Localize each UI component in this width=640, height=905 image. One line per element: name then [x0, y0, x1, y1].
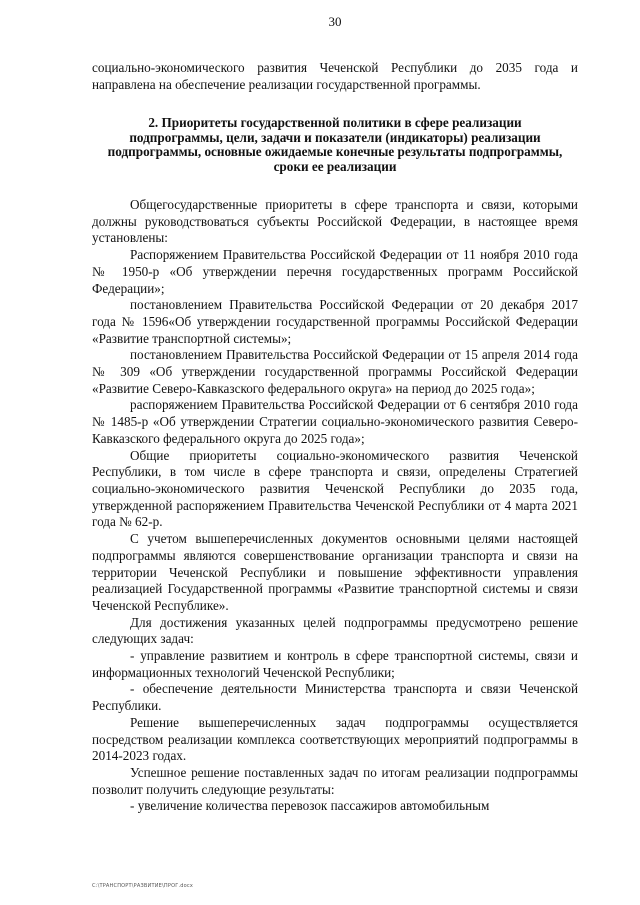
list-item-result-1: - увеличение количества перевозок пассажиров автомобильным	[130, 798, 490, 814]
page-number: 30	[328, 14, 342, 29]
paragraph-goals: С учетом вышеперечисленных документов основными целями настоящей подпрограммы являются совершенствование организации транспорта и связи на территории Чеченской Республики и повышение эффективности управления реализацией Государственной программы «Развитие транспортной системы и связи Чеченской Республике».	[92, 531, 578, 613]
section-heading: 2. Приоритеты государственной политики в сфере реализации подпрограммы, цели, задачи и показатели (индикаторы) реализации подпрограммы, основные ожидаемые конечные результаты подпрограммы, сроки ее реализации	[107, 115, 563, 174]
paragraph-tasks-intro: Для достижения указанных целей подпрограммы предусмотрено решение следующих задач:	[92, 614, 578, 647]
paragraph-priorities: Общегосударственные приоритеты в сфере транспорта и связи, которыми должны руководствоваться субъекты Российской Федерации, в настоящее время установлены:	[92, 197, 578, 246]
paragraph-regional-priorities: Общие приоритеты социально-экономического развития Чеченской Республики, в том числе в сфере транспорта и связи, определены Стратегией социально-экономического развития Чеченской Республики до 2035 года, утвержденной распоряжением Правительства Чеченской Республики от 4 марта 2021 года № 62-р.	[92, 447, 578, 530]
paragraph-order-1950: Распоряжением Правительства Российской Федерации от 11 ноября 2010 года № 1950-р «Об утверждении перечня государственных программ Российской Федерации»;	[92, 247, 578, 296]
list-item-task-1: - управление развитием и контроль в сфере транспортной системы, связи и информационных технологий Чеченской Республики;	[92, 648, 578, 680]
paragraph-order-1485: распоряжением Правительства Российской Федерации от 6 сентября 2010 года № 1485-р «Об утверждении Стратегии социально-экономического развития Северо-Кавказского федерального округа до 2025 года»;	[92, 397, 578, 446]
footer-file-path: С:\ТРАНСПОРТ\РАЗВИТИЕ\ПРОГ.docx	[92, 883, 193, 889]
intro-paragraph: социально-экономического развития Чеченской Республики до 2035 года и направлена на обеспечение реализации государственной программы.	[92, 60, 578, 92]
list-item-task-2: - обеспечение деятельности Министерства транспорта и связи Чеченской Республики.	[92, 681, 578, 714]
paragraph-results-intro: Успешное решение поставленных задач по итогам реализации подпрограммы позволит получить следующие результаты:	[92, 764, 578, 797]
paragraph-decree-1596: постановлением Правительства Российской Федерации от 20 декабря 2017 года № 1596«Об утверждении государственной программы Российской Федерации «Развитие транспортной системы»;	[92, 297, 578, 346]
paragraph-implementation: Решение вышеперечисленных задач подпрограммы осуществляется посредством реализации комплекса соответствующих мероприятий подпрограммы в 2014-2023 годах.	[92, 714, 578, 764]
paragraph-decree-309: постановлением Правительства Российской Федерации от 15 апреля 2014 года № 309 «Об утверждении государственной программы Российской Федерации «Развитие Северо-Кавказского федерального округа» на период до 2025 года»;	[92, 347, 578, 396]
